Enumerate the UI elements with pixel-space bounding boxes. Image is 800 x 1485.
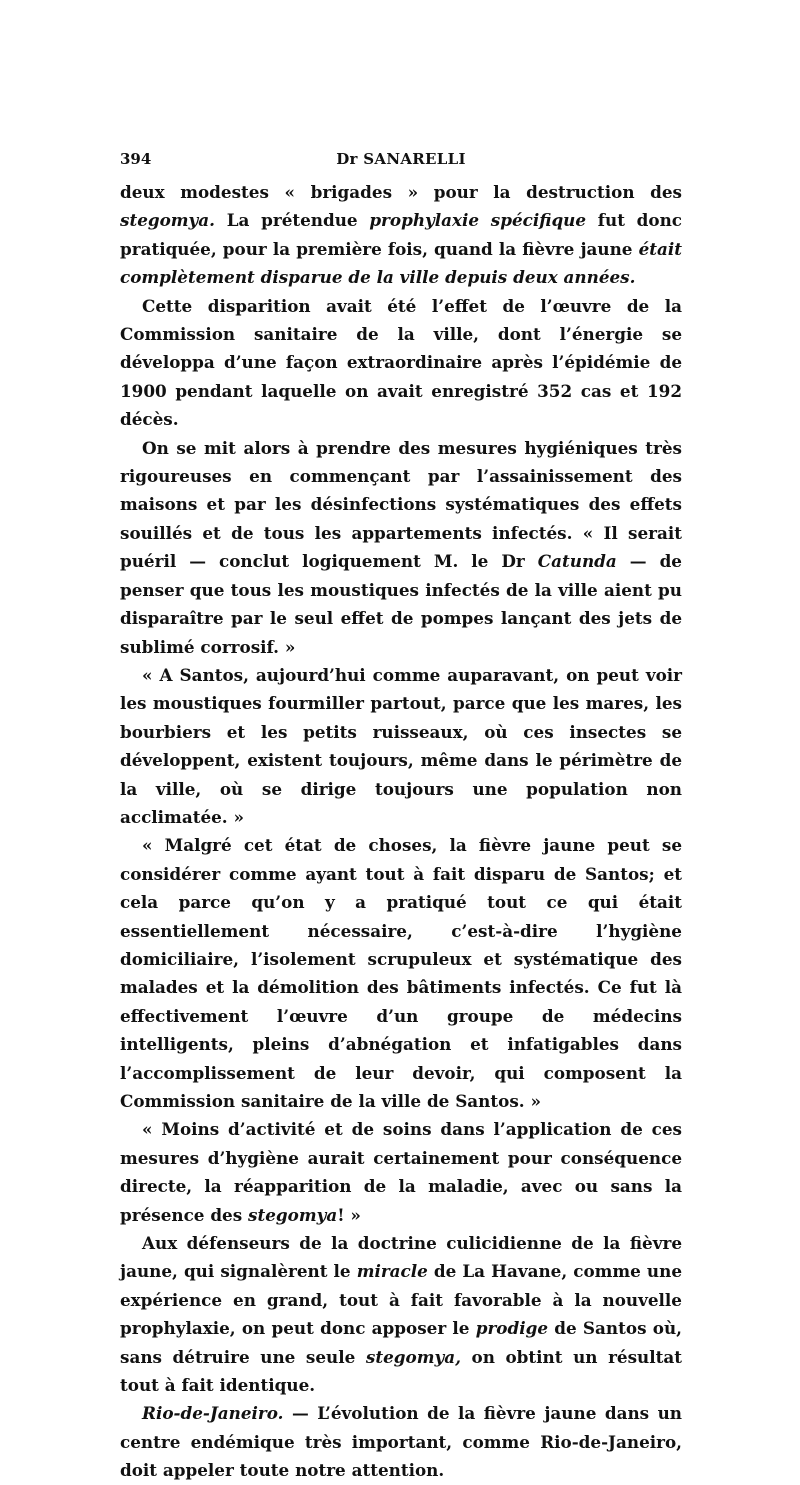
text-span: de La Havane, comme une expérience en grand, tout à fait favorable à la nouvelle prophylaxie, on peut donc apposer le (120, 1261, 683, 1339)
italic-text: prodige (475, 1318, 549, 1339)
paragraph (120, 292, 682, 434)
text-span: — L’évolution de la fièvre jaune dans un centre endémique très important, comme Rio-de-Janeiro, doit appeler toute notre attention. (120, 1403, 682, 1481)
text-span: ! » (337, 1204, 361, 1225)
text-span: de Santos où, sans détruire une seule (120, 1318, 682, 1367)
body-text (120, 178, 682, 1485)
text-span: « Moins d’activité et de soins dans l’application de ces mesures d’hygiène aurait certainement pour conséquence directe, la réapparition de la maladie, avec ou sans la présence des (120, 1119, 682, 1225)
book-page (120, 150, 682, 1485)
paragraph (120, 1399, 682, 1484)
text-span: — de penser que tous les moustiques infectés de la ville aient pu disparaître par le seul effet de pompes lançant des jets de sublimé corrosif. » (120, 551, 682, 657)
paragraph (120, 1229, 682, 1399)
italic-text: Catunda (537, 551, 617, 572)
page-header (120, 150, 682, 178)
text-span: Cette disparition avait été l’effet de l’œuvre de la Commission sanitaire de la ville, dont l’énergie se développa d’une façon extraordinaire après l’épidémie de 1900 pendant laquelle on avait enregistré 352 cas et 192 décès. (120, 295, 682, 430)
italic-text: prophylaxie spécifique (369, 210, 587, 231)
text-span: on obtint un résultat tout à fait identique. (120, 1346, 682, 1396)
paragraph (120, 661, 682, 831)
running-head: Dr SANARELLI (336, 150, 466, 168)
paragraph (120, 178, 682, 292)
italic-text: miracle (356, 1261, 428, 1282)
text-span: « A Santos, aujourd’hui comme auparavant, on peut voir les moustiques fourmiller partout, parce que les mares, les bourbiers et les petits ruisseaux, où ces insectes se développent, existent toujours, même dans le périmètre de la ville, où se dirige toujours une population non acclimatée. » (120, 664, 682, 827)
italic-text: stegomya, (365, 1346, 461, 1367)
italic-text: stegomya. (120, 210, 216, 231)
paragraph (120, 434, 682, 661)
italic-text: stegomya (248, 1204, 338, 1225)
italic-text: était complètement disparue de la ville depuis deux années. (120, 238, 682, 288)
text-span: fut donc pratiquée, pour la première fois, quand la fièvre jaune (120, 210, 682, 259)
text-span: Aux défenseurs de la doctrine culicidienne de la fièvre jaune, qui signalèrent le (120, 1233, 682, 1282)
text-span: « Malgré cet état de choses, la fièvre jaune peut se considérer comme ayant tout à fait disparu de Santos; et cela parce qu’on y a pratiqué tout ce qui était essentiellement nécessaire, c’est-à-dire l’hygiène domiciliaire, l’isolement scrupuleux et systématique des malades et la démolition des bâtiments infectés. Ce fut là effectivement l’œuvre d’un groupe de médecins intelligents, pleins d’abnégation et infatigables dans l’accomplissement de leur devoir, qui composent la Commission sanitaire de la ville de Santos. » (120, 835, 682, 1111)
text-span: La prétendue (215, 210, 370, 231)
text-span: On se mit alors à prendre des mesures hygiéniques très rigoureuses en commençant par l’assainissement des maisons et par les désinfections systématiques des effets souillés et de tous les appartements infectés. « Il serait puéril — conclut logiquement M. le Dr (120, 437, 682, 572)
paragraph (120, 1115, 682, 1229)
italic-text: Rio-de-Janeiro. (142, 1403, 284, 1424)
page-number: 394 (120, 150, 152, 168)
paragraph (120, 831, 682, 1115)
text-span: deux modestes « brigades » pour la destruction des (120, 182, 682, 202)
